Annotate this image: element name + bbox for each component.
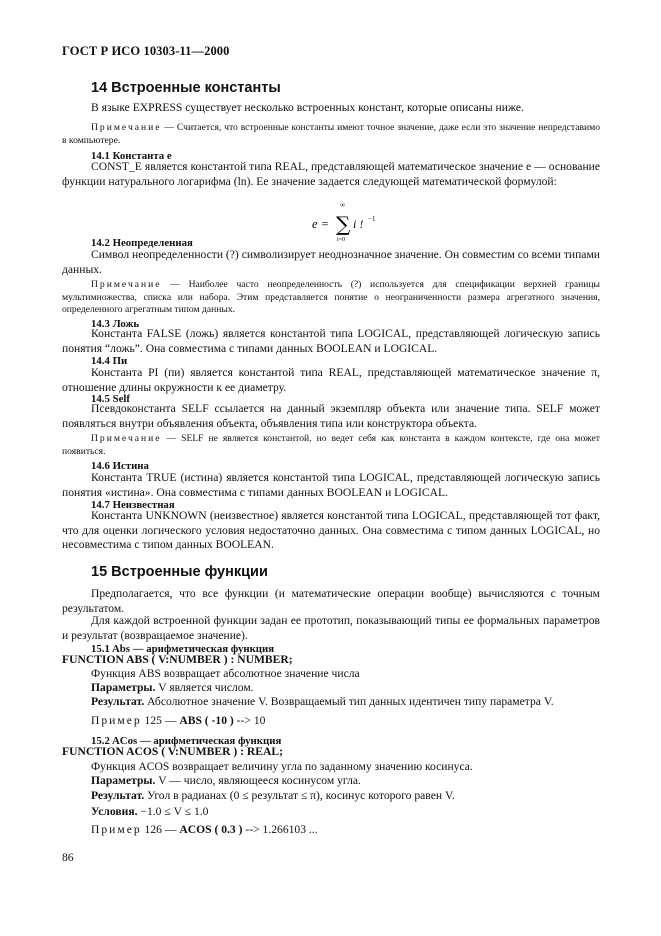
section-14-note xyxy=(62,122,600,147)
note-text: — Считается, что встроенные константы имеют точное значение, даже если это значение непредставимо в компьютере. xyxy=(62,122,600,146)
result-label: Результат. xyxy=(91,695,145,708)
subsection-14-2-note xyxy=(62,279,600,317)
subsection-14-1-heading: 14.1 Константа e xyxy=(91,150,172,162)
params-label: Параметры. xyxy=(91,774,156,787)
function-abs-params xyxy=(91,681,254,694)
function-abs-signature: FUNCTION ABS ( V:NUMBER ) : NUMBER; xyxy=(62,653,293,666)
example-label: Пример xyxy=(91,714,142,727)
note-label: Примечание xyxy=(91,433,162,444)
subsection-14-3-heading: 14.3 Ложь xyxy=(91,318,140,330)
note-label: Примечание xyxy=(91,122,162,133)
formula-term: i ! xyxy=(353,217,364,231)
result-text: Угол в радианах (0 ≤ результат ≤ π), косинус которого равен V. xyxy=(144,789,455,802)
subsection-14-5-heading: 14.5 Self xyxy=(91,393,130,405)
function-abs-example xyxy=(91,714,265,727)
section-14-intro: В языке EXPRESS существует несколько встроенных констант, которые описаны ниже. xyxy=(91,101,524,114)
function-abs-result xyxy=(91,695,554,708)
params-text: V — число, являющееся косинусом угла. xyxy=(155,774,361,787)
example-code: ABS ( -10 ) xyxy=(179,714,234,727)
subsection-14-7-text: Константа UNKNOWN (неизвестное) является константой типа LOGICAL, представляющей тот факт, что для оценки логического условия недостаточно данных. Она совместима с типом данных LOGICAL, но несовместима с типом данных BOOLEAN. xyxy=(62,509,600,551)
conditions-label: Условия. xyxy=(91,805,138,818)
note-text: — SELF не является константой, но ведет себя как константа в каждом контексте, где она может появиться. xyxy=(62,433,600,457)
formula-exp: −1 xyxy=(368,215,376,223)
function-acos-params xyxy=(91,774,361,787)
example-result: --> 1.266103 ... xyxy=(242,823,318,836)
section-15-heading: 15 Встроенные функции xyxy=(91,564,268,580)
subsection-14-7-heading: 14.7 Неизвестная xyxy=(91,499,175,511)
function-acos-signature: FUNCTION ACOS ( V:NUMBER ) : REAL; xyxy=(62,745,283,758)
result-text: Абсолютное значение V. Возвращаемый тип данных идентичен типу параметра V. xyxy=(144,695,554,708)
function-acos-description: Функция ACOS возвращает величину угла по заданному значению косинуса. xyxy=(91,760,473,773)
subsection-14-6-text: Константа TRUE (истина) является константой типа LOGICAL, представляющей логическую запись понятия «истина». Она совместима с типами данных BOOLEAN и LOGICAL. xyxy=(62,471,600,499)
subsection-14-5-text: Псевдоконстанта SELF ссылается на данный экземпляр объекта или значение типа. SELF может появляться внутри объявления объекта, объявления типа или конструктора объекта. xyxy=(62,402,600,430)
example-result: --> 10 xyxy=(233,714,266,727)
subsection-14-6-heading: 14.6 Истина xyxy=(91,460,149,472)
conditions-text: −1.0 ≤ V ≤ 1.0 xyxy=(137,805,209,818)
subsection-14-2-heading: 14.2 Неопределенная xyxy=(91,237,193,249)
formula-sum-bottom: i=0 xyxy=(337,237,346,243)
function-acos-result xyxy=(91,789,455,802)
subsection-14-5-note xyxy=(62,433,600,458)
subsection-14-4-heading: 14.4 Пи xyxy=(91,355,128,367)
running-header: ГОСТ Р ИСО 10303-11—2000 xyxy=(62,44,230,58)
function-acos-heading: 15.2 ACos — арифметическая функция xyxy=(91,735,282,747)
formula-lhs: e = xyxy=(312,217,330,231)
result-label: Результат. xyxy=(91,789,145,802)
example-label: Пример xyxy=(91,823,142,836)
subsection-14-2-text: Символ неопределенности (?) символизирует неоднозначное значение. Он совместим со всеми типами данных. xyxy=(62,248,600,276)
params-label: Параметры. xyxy=(91,681,156,694)
example-number: 125 — xyxy=(141,714,180,727)
section-15-para-2: Для каждой встроенной функции задан ее прототип, показывающий типы ее формальных параметров и результат (возвращаемое значение). xyxy=(62,614,600,642)
function-abs-description: Функция ABS возвращает абсолютное значение числа xyxy=(91,667,360,680)
example-number: 126 — xyxy=(141,823,180,836)
params-text: V является числом. xyxy=(155,681,254,694)
subsection-14-1-text: CONST_E является константой типа REAL, представляющей математическое значение e — основание функции натурального логарифма (ln). Ее значение задается следующей математической формулой: xyxy=(62,160,600,188)
formula-sum-sign: ∑ xyxy=(336,212,351,236)
function-acos-conditions xyxy=(91,805,208,818)
formula-e xyxy=(312,201,382,245)
page-number: 86 xyxy=(62,851,74,864)
section-15-para-1: Предполагается, что все функции (и математические операции вообще) вычисляются с точным результатом. xyxy=(62,587,600,615)
subsection-14-3-text: Константа FALSE (ложь) является константой типа LOGICAL, представляющей логическую запись понятия “ложь”. Она совместима с типами данных BOOLEAN и LOGICAL. xyxy=(62,327,600,355)
formula-sum-top: ∞ xyxy=(340,201,345,209)
subsection-14-4-text: Константа PI (пи) является константой типа REAL, представляющей математическое значение π, отношение длины окружности к ее диаметру. xyxy=(62,366,600,394)
section-14-heading: 14 Встроенные константы xyxy=(91,80,281,96)
note-label: Примечание xyxy=(91,279,162,290)
example-code: ACOS ( 0.3 ) xyxy=(179,823,243,836)
note-text: — Наиболее часто неопределенность (?) используется для спецификации верхней границы мультимножества, списка или набора. Этим представляется понятие о неограниченности размера агрегатного значения, определенного агрегатным типом данных. xyxy=(62,279,600,315)
function-acos-example xyxy=(91,823,318,836)
function-abs-heading: 15.1 Abs — арифметическая функция xyxy=(91,643,275,655)
